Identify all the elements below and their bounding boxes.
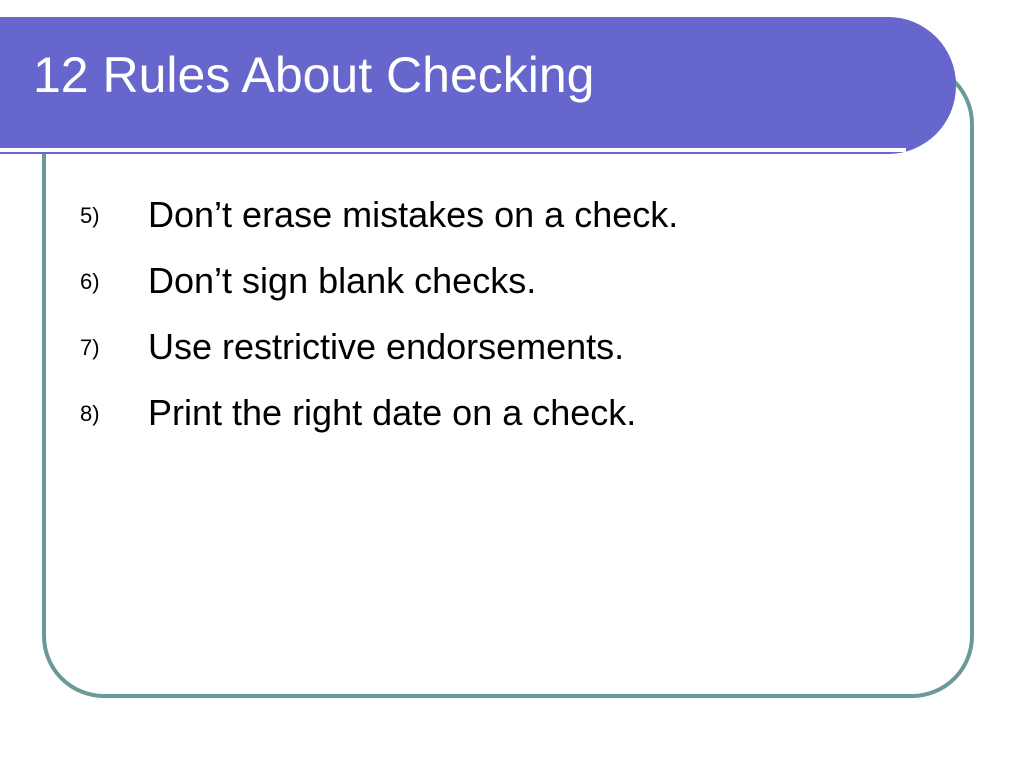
rule-text: Use restrictive endorsements. — [148, 326, 625, 367]
rules-list — [80, 182, 678, 446]
list-item-rule-5 — [80, 182, 678, 248]
title-underline — [0, 148, 906, 152]
slide-title: 12 Rules About Checking — [33, 47, 595, 103]
rule-number: 8) — [80, 401, 100, 426]
rule-text: Print the right date on a check. — [148, 392, 637, 433]
list-item-rule-7 — [80, 314, 678, 380]
rule-number: 6) — [80, 269, 100, 294]
rule-number: 5) — [80, 203, 100, 228]
list-item-rule-8 — [80, 380, 678, 446]
list-item-rule-6 — [80, 248, 678, 314]
rule-number: 7) — [80, 335, 100, 360]
rule-text: Don’t sign blank checks. — [148, 260, 537, 301]
rule-text: Don’t erase mistakes on a check. — [148, 194, 679, 235]
